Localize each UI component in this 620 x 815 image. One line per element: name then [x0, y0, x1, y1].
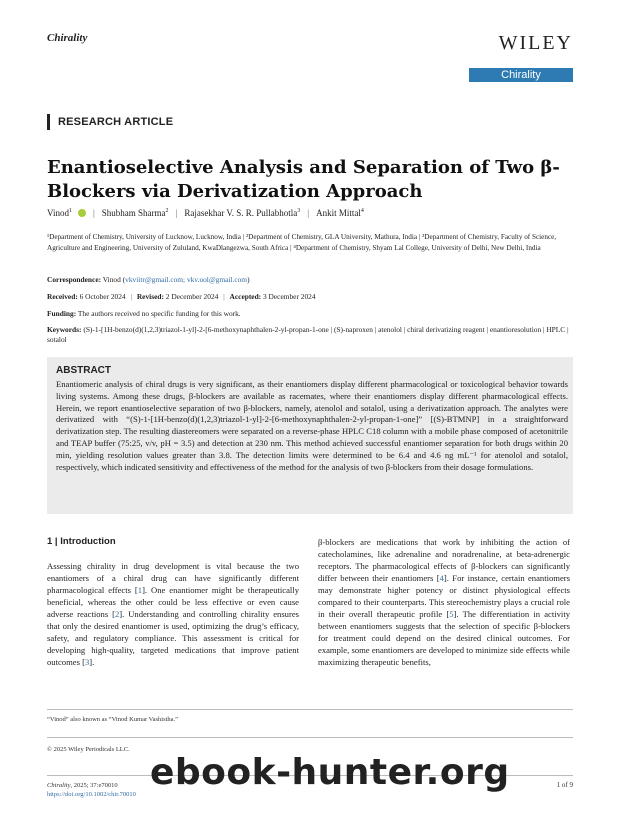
- citation-link[interactable]: 4: [439, 573, 444, 583]
- keywords-text: (S)-1-[1H-benzo(d)(1,2,3)triazol-1-yl]-2-[6-methoxynaphthalen-2-yl-propan-1-one | (S)-naproxen | atenolol | chiral derivatizing reagent | enantioresolution | HPLC | sotalol: [47, 325, 569, 344]
- revised-label: Revised:: [136, 292, 164, 301]
- page-number: 1 of 9: [556, 781, 573, 789]
- revised-date: 2 December 2024: [165, 292, 219, 301]
- author-affil-sup: 2: [165, 208, 169, 214]
- author-affil-sup: 4: [360, 208, 364, 214]
- correspondence-name: Vinod (: [102, 275, 126, 284]
- intro-text: ]. Understanding and controlling chirality ensures that only the desired enantiomer is used, optimizing the drug’s efficacy, safety, and regulatory compliance. This assessment is critical for developing high-quality, targeted medications that improve patient outcomes [: [47, 609, 299, 667]
- author-affil-sup: 3: [297, 208, 301, 214]
- author-1[interactable]: [47, 208, 72, 218]
- intro-column-left: [47, 560, 299, 668]
- citation-link[interactable]: 5: [449, 609, 454, 619]
- article-dates: [47, 292, 573, 302]
- intro-text: ]. One enantiomer might be therapeutically beneficial, whereas the other could be less effective or even cause adverse reactions [: [47, 585, 299, 619]
- section-heading-introduction: 1 | Introduction: [47, 536, 116, 547]
- article-type-bar: [47, 114, 50, 130]
- author-name: Rajasekhar V. S. R. Pullabhotla: [184, 208, 298, 218]
- publisher-logo: WILEY: [498, 32, 573, 54]
- citation-link[interactable]: 3: [84, 657, 90, 667]
- citation-details: , 2025; 37:e70010: [70, 782, 118, 789]
- journal-badge[interactable]: Chirality: [469, 68, 573, 82]
- funding-text: The authors received no specific funding for this work.: [77, 309, 241, 318]
- author-4[interactable]: [316, 208, 364, 218]
- author-footnote: “Vinod” also known as “Vinod Kumar Vashistha.”: [47, 716, 179, 723]
- correspondence-email-link[interactable]: vkviitr@gmail.com; vkv.uol@gmail.com: [125, 275, 248, 284]
- affiliations: ¹Department of Chemistry, University of Lucknow, Lucknow, India | ²Department of Chemistry, GLA University, Mathura, India | ³Department of Chemistry, Faculty of Science, Agriculture and Engineering, University of Zululand, KwaDlangezwa, South Africa | ⁴Department of Chemistry, Shyam Lal College, University of Delhi, New Delhi, India: [47, 233, 557, 252]
- author-name: Vinod: [47, 208, 69, 218]
- received-date: 6 October 2024: [79, 292, 126, 301]
- watermark: ebook-hunter.org: [150, 752, 510, 793]
- date-separator: |: [223, 292, 225, 301]
- copyright: © 2025 Wiley Periodicals LLC.: [47, 746, 130, 753]
- correspondence: [47, 275, 573, 285]
- date-separator: |: [130, 292, 132, 301]
- copyright-divider: [47, 737, 573, 738]
- intro-text: ]. For instance, certain enantiomers may demonstrate higher potency or distinct physiological effects compared to their counterparts. This stereochemistry plays a crucial role in their overall therapeutic profile [: [318, 573, 570, 619]
- article-type-label: RESEARCH ARTICLE: [58, 116, 174, 128]
- citation-link[interactable]: 1: [137, 585, 143, 595]
- article-type: [47, 114, 173, 130]
- author-affil-sup: 1: [68, 208, 72, 214]
- citation-journal: Chirality: [47, 782, 71, 789]
- author-separator: |: [175, 208, 178, 218]
- journal-name: Chirality: [47, 32, 88, 44]
- accepted-date: 3 December 2024: [263, 292, 316, 301]
- intro-text: ].: [89, 657, 95, 667]
- footnote-divider: [47, 709, 573, 710]
- funding: [47, 309, 573, 319]
- received-label: Received:: [47, 292, 78, 301]
- correspondence-label: Correspondence:: [47, 275, 102, 284]
- citation-link[interactable]: 2: [114, 609, 120, 619]
- author-name: Ankit Mittal: [316, 208, 361, 218]
- author-2[interactable]: [102, 208, 169, 218]
- keywords-label: Keywords:: [47, 325, 82, 334]
- intro-text: β-blockers are medications that work by inhibiting the action of catecholamines, like adrenaline and noradrenaline, at beta-adrenergic receptors. The pharmacological effects of β-blockers can significantly differ between their enantiomers [: [318, 537, 570, 583]
- article-title: Enantioselective Analysis and Separation of Two β-Blockers via Derivatization Approach: [47, 157, 560, 202]
- author-list: [47, 208, 364, 218]
- citation-line: [47, 781, 136, 790]
- doi-link[interactable]: https://doi.org/10.1002/chir.70010: [47, 791, 136, 798]
- intro-column-right: [318, 536, 570, 668]
- author-3[interactable]: [184, 208, 300, 218]
- correspondence-close: ): [247, 275, 250, 284]
- intro-text: ]. The differentiation in activity between enantiomers suggests that the selection of specific β-blockers for treatment could depend on the desired clinical outcomes. For example, some enantiomers are developed to minimize side effects while maximizing therapeutic benefits,: [318, 609, 570, 667]
- author-separator: |: [307, 208, 310, 218]
- accepted-label: Accepted:: [229, 292, 262, 301]
- author-separator: |: [92, 208, 95, 218]
- abstract-heading: ABSTRACT: [56, 365, 111, 376]
- keywords: [47, 325, 573, 345]
- orcid-icon[interactable]: [78, 209, 86, 217]
- author-name: Shubham Sharma: [101, 208, 166, 218]
- citation-info: [47, 781, 136, 799]
- intro-text: Assessing chirality in drug development is vital because the two enantiomers of a chiral drug can have significantly different pharmacological effects [: [47, 561, 299, 595]
- abstract-text: Enantiomeric analysis of chiral drugs is very significant, as their enantiomers display different pharmacological or toxicological behavior towards living systems. Among these drugs, β-blockers are available as racemates, where their enantiomers display different pharmacological effects. Herein, we report enantioselective separation of two β-blockers, namely, atenolol and sotalol, using a derivatization approach. The analytes were derivatized with “(S)-1-[1H-benzo(d)(1,2,3)triazol-1-yl]-2-[6-methoxynaphthalen-2-yl-propan-1-one]” [(S)-BTMNP] in a straightforward derivatization step. The resulting diastereomers were separated on a reverse-phase HPLC C18 column with a mobile phase composed of acetonitrile and TEAP buffer (75:25, v/v, pH = 3.5) and detection at 230 nm. This method achieved successful enantiomer separation for both drugs within 20 min, yielding resolution values greater than 3.8. The detection limits were determined to be 6.4 and 4.6 ng mL⁻¹ for atenolol and sotalol, respectively, which indicated sensitivity and effectiveness of the method for the analysis of two β-blockers from their dosage formulations.: [56, 379, 568, 472]
- funding-label: Funding:: [47, 309, 77, 318]
- abstract-box: [47, 357, 573, 514]
